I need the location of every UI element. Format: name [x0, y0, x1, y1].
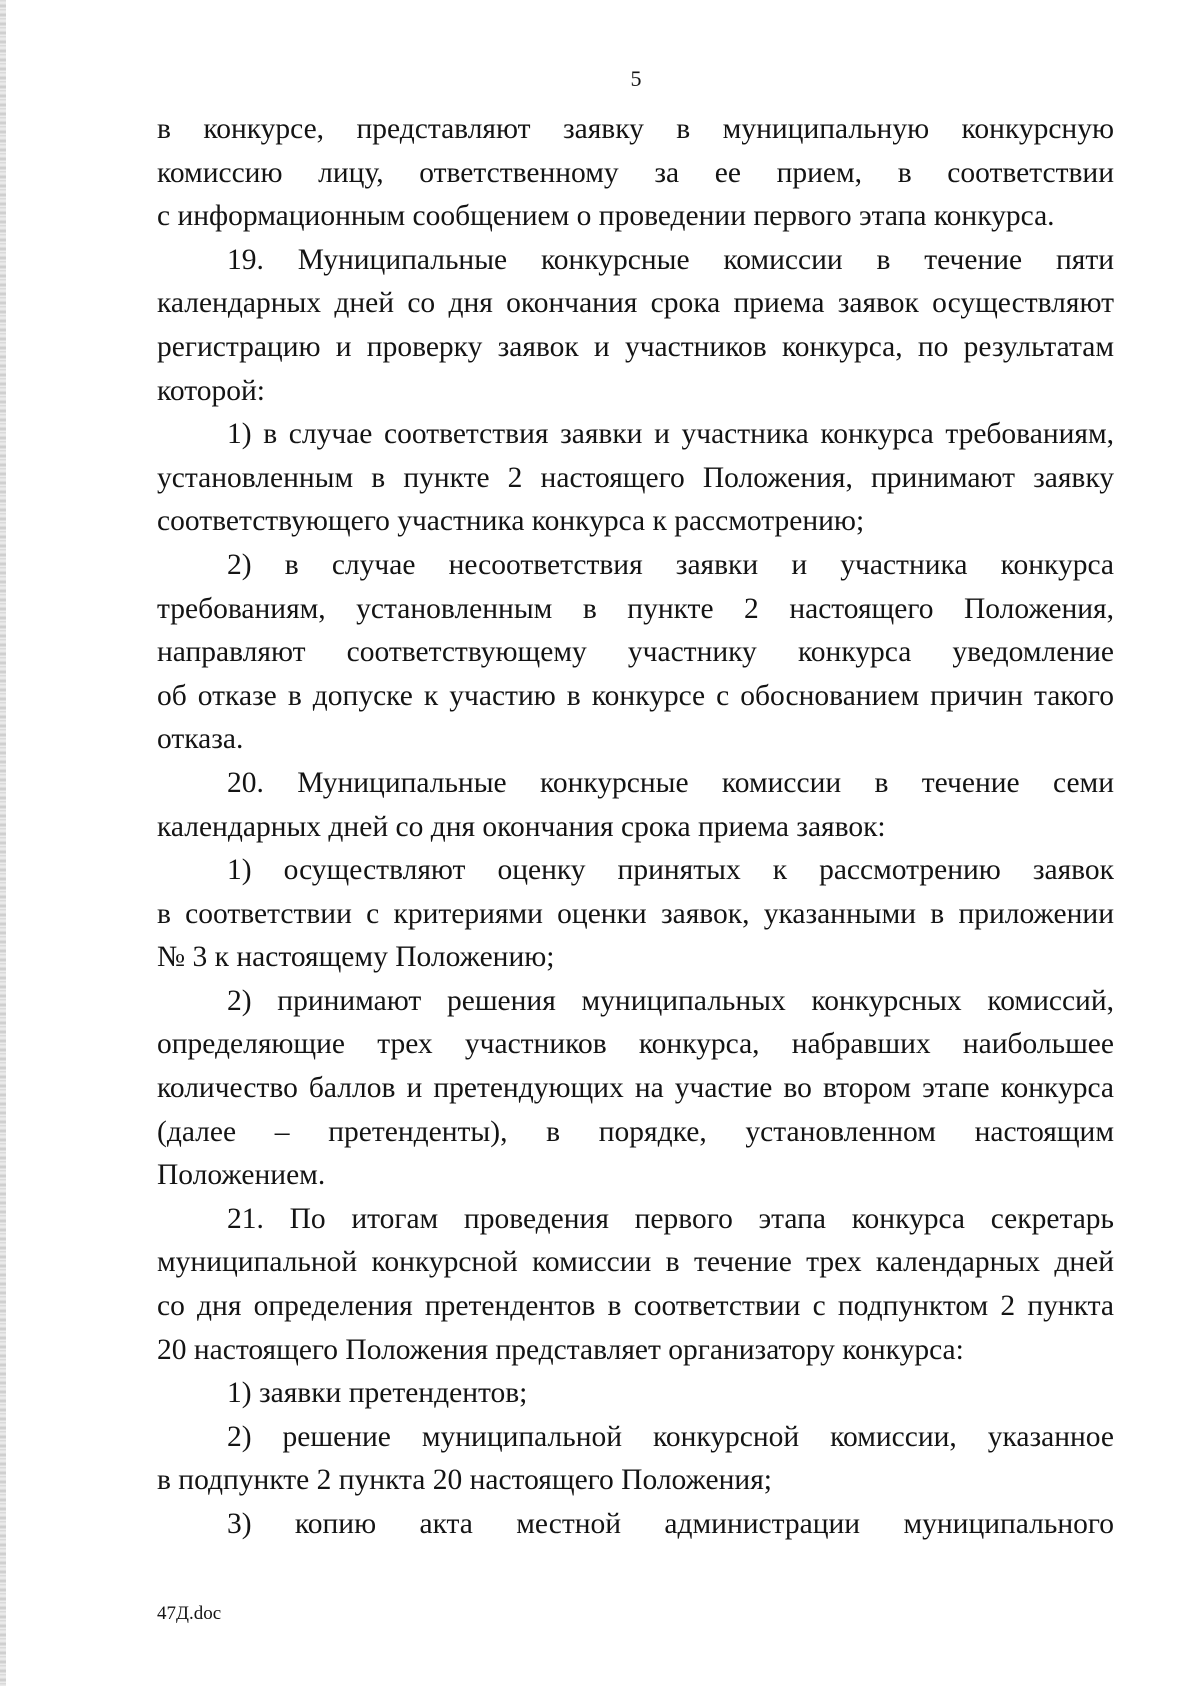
text-line: календарных дней со дня окончания срока приема заявок:	[157, 810, 886, 843]
text-line: об отказе в допуске к участию в конкурсе с обоснованием причин такого	[157, 679, 1114, 712]
text-line: установленным в пункте 2 настоящего Положения, принимают заявку	[157, 461, 1114, 494]
text-line: 2) принимают решения муниципальных конкурсных комиссий,	[227, 984, 1114, 1017]
text-line: требованиям, установленным в пункте 2 настоящего Положения,	[157, 592, 1114, 625]
text-line: 21. По итогам проведения первого этапа конкурса секретарь	[227, 1202, 1114, 1235]
text-line: направляют соответствующему участнику конкурса уведомление	[157, 636, 1114, 669]
text-line: комиссию лицу, ответственному за ее прием, в соответствии	[157, 156, 1114, 189]
text-line: количество баллов и претендующих на участие во втором этапе конкурса	[157, 1072, 1114, 1105]
page-number: 5	[630, 66, 642, 91]
text-line: которой:	[157, 374, 265, 407]
scan-edge	[0, 0, 6, 1686]
text-line: 20. Муниципальные конкурсные комиссии в течение семи	[227, 766, 1114, 799]
text-line: 2) в случае несоответствия заявки и участника конкурса	[227, 548, 1114, 581]
text-line: 1) заявки претендентов;	[227, 1377, 528, 1410]
text-line: 20 настоящего Положения представляет организатору конкурса:	[157, 1333, 964, 1366]
text-line: 19. Муниципальные конкурсные комиссии в течение пяти	[227, 243, 1114, 276]
text-line: № 3 к настоящему Положению;	[157, 941, 555, 974]
text-line: регистрацию и проверку заявок и участников конкурса, по результатам	[157, 330, 1114, 363]
text-line: определяющие трех участников конкурса, набравших наибольшее	[157, 1028, 1114, 1061]
text-line: Положением.	[157, 1159, 326, 1192]
text-line: 3) копию акта местной администрации муниципального	[227, 1508, 1114, 1540]
text-line: соответствующего участника конкурса к рассмотрению;	[157, 505, 865, 538]
document-body	[157, 108, 1114, 1547]
text-line: муниципальной конкурсной комиссии в течение трех календарных дней	[157, 1246, 1114, 1279]
text-line: (далее – претенденты), в порядке, установленном настоящим	[157, 1115, 1114, 1148]
text-line: 2) решение муниципальной конкурсной комиссии, указанное	[227, 1420, 1114, 1453]
text-line: календарных дней со дня окончания срока приема заявок осуществляют	[157, 287, 1114, 320]
text-line: с информационным сообщением о проведении первого этапа конкурса.	[157, 200, 1055, 233]
footer-filename: 47Д.doc	[157, 1603, 222, 1624]
text-line: в подпункте 2 пункта 20 настоящего Положения;	[157, 1464, 772, 1497]
text-line: со дня определения претендентов в соответствии с подпунктом 2 пункта	[157, 1290, 1114, 1323]
text-line: в соответствии с критериями оценки заявок, указанными в приложении	[157, 897, 1114, 930]
text-line: 1) осуществляют оценку принятых к рассмотрению заявок	[227, 854, 1114, 887]
text-line: 1) в случае соответствия заявки и участника конкурса требованиям,	[227, 418, 1114, 451]
text-line: в конкурсе, представляют заявку в муниципальную конкурсную	[157, 113, 1114, 145]
text-line: отказа.	[157, 723, 244, 756]
